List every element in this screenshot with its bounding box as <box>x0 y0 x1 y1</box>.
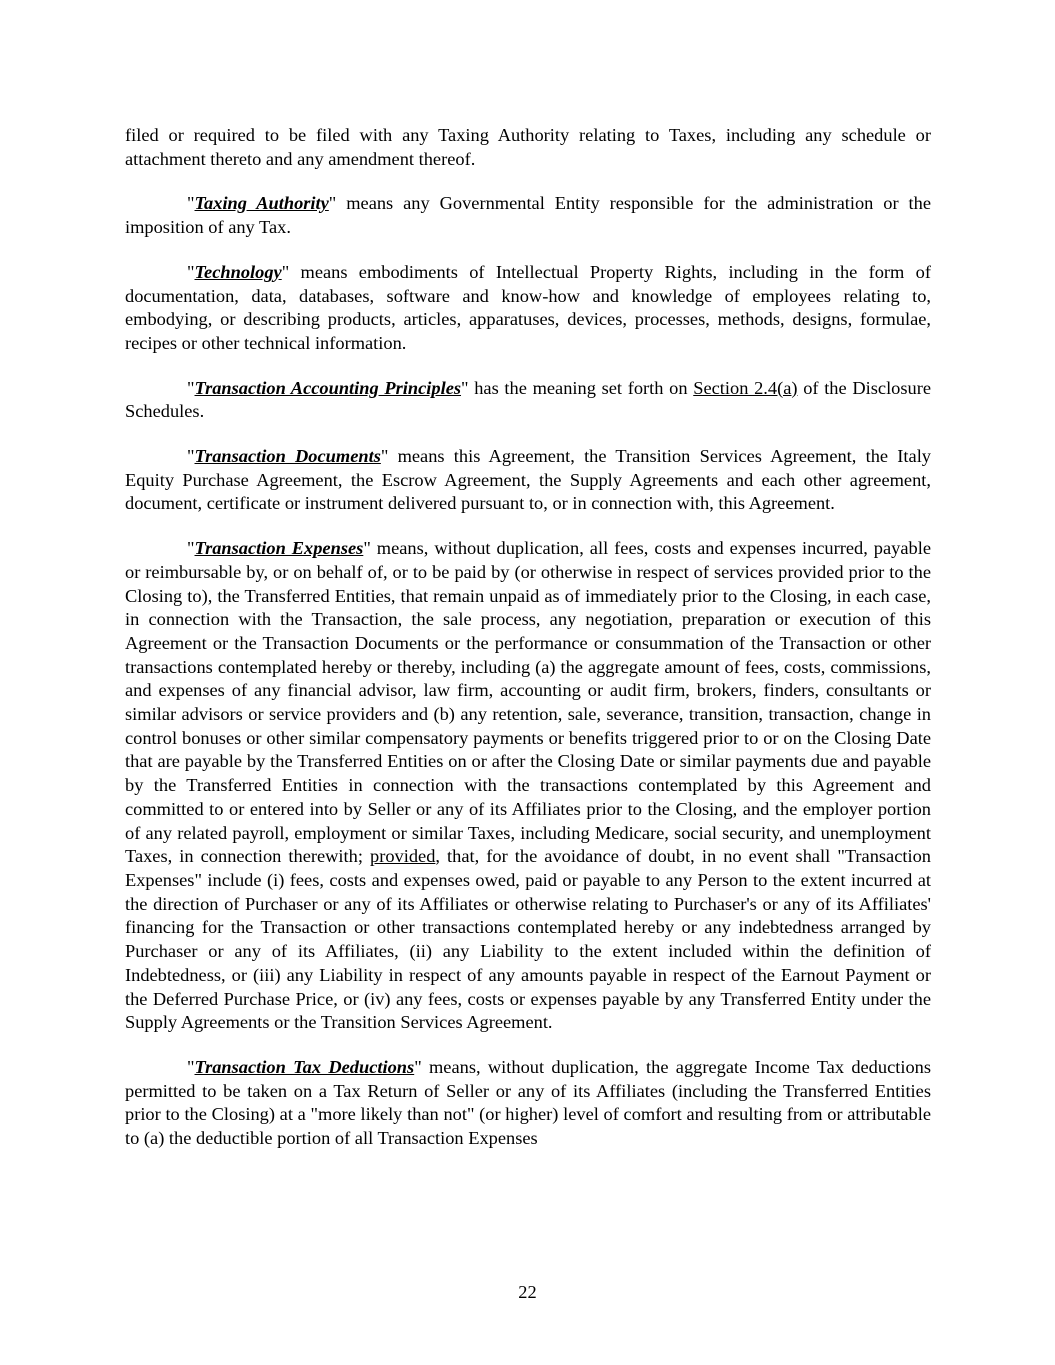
open-quote: " <box>187 377 195 398</box>
open-quote: " <box>187 261 195 282</box>
defined-term: Transaction Expenses <box>194 538 364 559</box>
definition-text: " has the meaning set forth on <box>461 377 694 398</box>
definition-text-continued: , that, for the avoidance of doubt, in no event shall "Transaction Expenses" include (i) fees, costs and expenses owed, paid or payable to any Person to the extent incurred at the direction of Purchaser or any of its Affiliates or otherwise relating to Purchaser's or any of its Affiliates' financing for the Transaction or other transactions contemplated hereby or any indebtedness arranged by Purchaser or any of its Affiliates, (ii) any Liability to the extent included within the definition of Indebtedness, or (iii) any Liability in respect of any amounts payable in respect of the Earnout Payment or the Deferred Purchase Price, or (iv) any fees, costs or expenses payable by any Transferred Entity under the Supply Agreements or the Transition Services Agreement. <box>125 846 931 1033</box>
paragraph-tax-return-continuation <box>125 124 931 171</box>
definition-text: " means embodiments of Intellectual Property Rights, including in the form of documentation, data, databases, software and know-how and knowledge of employees relating to, embodying, or describing products, articles, apparatuses, devices, processes, methods, designs, formulae, recipes or other technical information. <box>125 261 931 353</box>
defined-term: Transaction Documents <box>194 446 381 467</box>
definition-text: " means any Governmental Entity responsible for the administration or the imposition of any Tax. <box>125 193 931 238</box>
definition-transaction-tax-deductions <box>125 1056 931 1151</box>
paragraph-text: filed or required to be filed with any Taxing Authority relating to Taxes, including any schedule or attachment thereto and any amendment thereof. <box>125 125 931 169</box>
open-quote: " <box>187 446 195 467</box>
defined-term: Transaction Accounting Principles <box>194 377 462 398</box>
open-quote: " <box>187 1056 195 1077</box>
definition-text: " means, without duplication, all fees, costs and expenses incurred, payable or reimbursable by, or on behalf of, or to be paid by (or otherwise in respect of services provided prior to the Closing to), the Transferred Entities, that remain unpaid as of immediately prior to the Closing, in each case, in connection with the Transaction, the sale process, any negotiation, preparation or execution of this Agreement or the Transaction Documents or the performance or consummation of the Transaction or other transactions contemplated hereby or thereby, including (a) the aggregate amount of fees, costs, commissions, and expenses of any financial advisor, law firm, accounting or audit firm, brokers, finders, consultants or similar advisors or service providers and (b) any retention, sale, severance, transition, transaction, change in control bonuses or other similar compensatory payments or benefits triggered prior to or on the Closing Date that are payable by the Transferred Entities on or after the Closing Date or similar payments due and payable by the Transferred Entities in connection with the transactions contemplated by this Agreement and committed to or entered into by Seller or any of its Affiliates prior to the Closing, and the employer portion of any related payroll, employment or similar Taxes, including Medicare, social security, and unemployment Taxes, in connection therewith; <box>125 538 931 867</box>
provided-term: provided <box>370 846 436 867</box>
definition-transaction-expenses <box>125 537 931 1035</box>
open-quote: " <box>187 193 195 214</box>
defined-term: Taxing Authority <box>194 193 329 214</box>
definition-taxing-authority <box>125 192 931 239</box>
definition-text: " means this Agreement, the Transition Services Agreement, the Italy Equity Purchase Agreement, the Escrow Agreement, the Supply Agreements and each other agreement, document, certificate or instrument delivered pursuant to, or in connection with, this Agreement. <box>125 446 931 514</box>
definition-technology <box>125 261 931 356</box>
definition-text: " means, without duplication, the aggregate Income Tax deductions permitted to be taken on a Tax Return of Seller or any of its Affiliates (including the Transferred Entities prior to the Closing) at a "more likely than not" (or higher) level of comfort and resulting from or attributable to (a) the deductible portion of all Transaction Expenses <box>125 1056 931 1149</box>
defined-term: Technology <box>194 261 282 282</box>
definition-transaction-documents <box>125 445 931 516</box>
document-body <box>125 124 931 1172</box>
open-quote: " <box>187 538 195 559</box>
page-number: 22 <box>518 1282 537 1302</box>
section-reference: Section 2.4(a) <box>693 377 798 398</box>
definition-text-continued: of the Disclosure Schedules. <box>125 377 932 422</box>
definition-transaction-accounting-principles <box>125 377 931 424</box>
defined-term: Transaction Tax Deductions <box>194 1056 415 1077</box>
